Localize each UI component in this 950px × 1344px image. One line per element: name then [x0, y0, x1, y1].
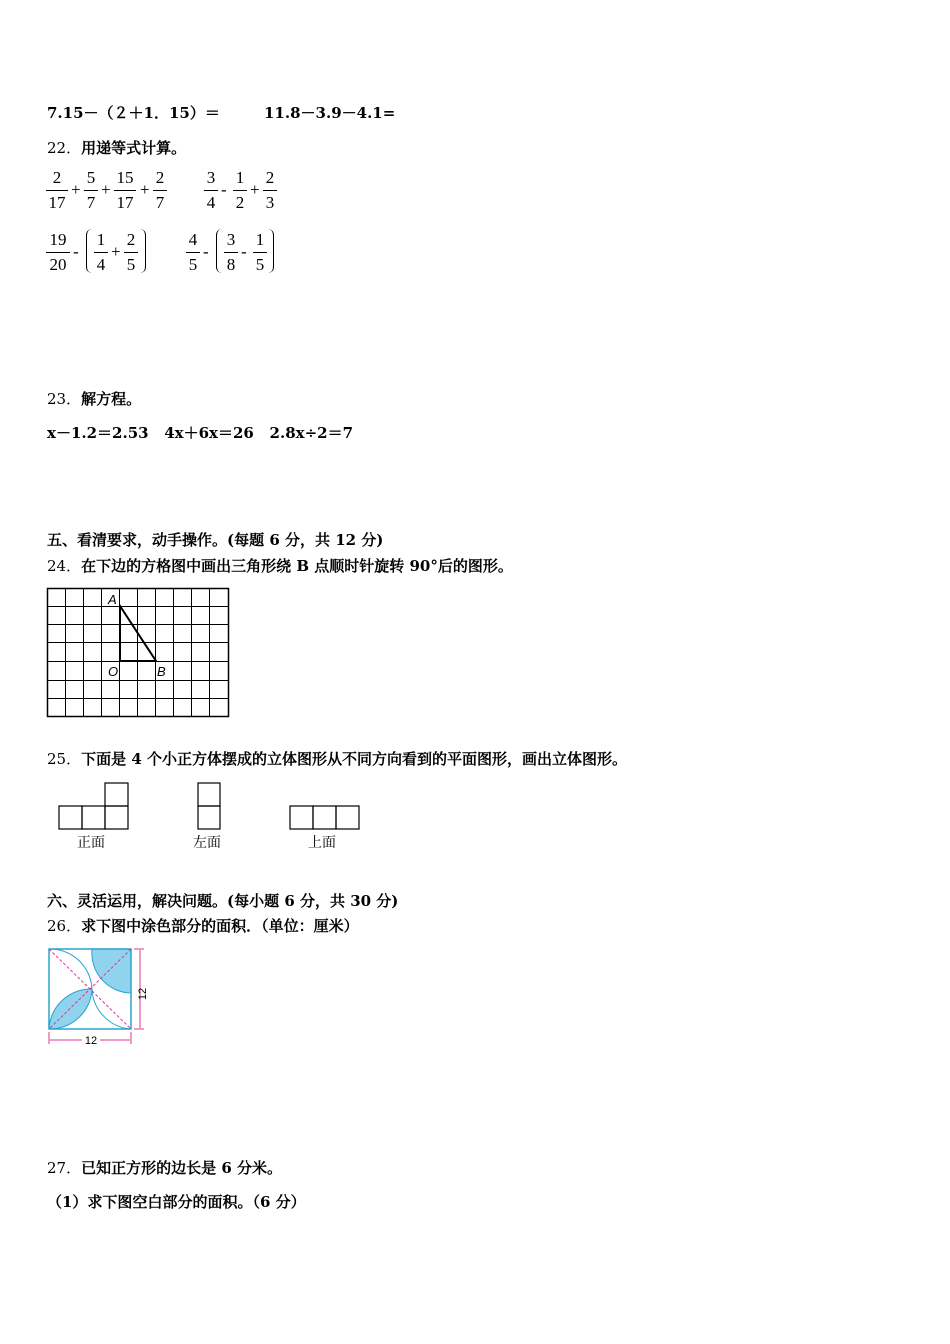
q25-text: 下面是 4 个小正方体摆成的立体图形从不同方向看到的平面图形，画出立体图形。	[81, 750, 627, 768]
fraction: 2 5	[124, 230, 138, 275]
q26-heading	[47, 915, 359, 936]
fraction: 1 2	[233, 168, 247, 213]
q22-number: 22．	[47, 139, 82, 157]
q22-heading	[47, 137, 186, 158]
q23-heading	[47, 388, 141, 409]
q26-text: 求下图中涂色部分的面积．（单位：厘米）	[81, 917, 359, 935]
fraction: 4 5	[186, 230, 200, 275]
front-view-label: 正面	[77, 834, 105, 850]
q27-part-1: （1）求下图空白部分的面积。（6 分）	[47, 1193, 306, 1211]
plus-sign: +	[111, 242, 121, 261]
left-view-cell	[198, 783, 220, 806]
point-b-label: B	[157, 664, 166, 679]
equations: x－1.2＝2.53 4x＋6x＝26 2.8x÷2＝7	[47, 424, 354, 442]
q23-text: 解方程。	[81, 390, 142, 408]
q22-text: 用递等式计算。	[81, 139, 187, 157]
fraction: 2 7	[153, 168, 167, 213]
calc-right: 11.8－3.9－4.1=	[264, 104, 396, 122]
fraction: 3 4	[204, 168, 218, 213]
q25-number: 25．	[47, 750, 82, 768]
fraction: 2 17	[46, 168, 68, 213]
top-view-label: 上面	[308, 834, 336, 850]
grid-figure	[46, 587, 232, 721]
q24-number: 24．	[47, 557, 82, 575]
three-views	[50, 778, 370, 854]
q27-number: 27．	[47, 1159, 82, 1177]
shaded-figure	[44, 944, 154, 1050]
point-a-label: A	[108, 592, 117, 607]
point-o-label: O	[108, 664, 119, 679]
plus-sign: +	[140, 180, 150, 199]
fraction: 19 20	[46, 230, 70, 275]
q26-number: 26．	[47, 917, 82, 935]
grid-lines	[48, 589, 229, 717]
plus-sign: +	[101, 180, 111, 199]
plus-sign: +	[250, 180, 260, 199]
section-6-title: 六、灵活运用，解决问题。(每小题 6 分，共 30 分)	[47, 892, 399, 910]
top-view-cell	[336, 806, 359, 829]
left-view-label: 左面	[193, 834, 221, 850]
minus-sign: -	[73, 242, 79, 261]
fraction: 3 8	[224, 230, 238, 275]
side-length-label: 12	[137, 987, 149, 1001]
calc-left: 7.15－（２＋1．15）＝	[47, 104, 220, 122]
plus-sign: +	[71, 180, 81, 199]
front-view-cell	[105, 783, 128, 806]
bottom-length-label: 12	[84, 1035, 98, 1047]
fraction: 5 7	[84, 168, 98, 213]
q27-heading	[47, 1157, 282, 1178]
q24-heading	[47, 555, 513, 576]
q23-number: 23．	[47, 390, 82, 408]
minus-sign: -	[221, 180, 227, 199]
front-view-cell	[82, 806, 105, 829]
front-view-cell	[59, 806, 82, 829]
top-view-cell	[290, 806, 313, 829]
fraction: 15 17	[114, 168, 136, 213]
front-view-cell	[105, 806, 128, 829]
section-5-title: 五、看清要求，动手操作。(每题 6 分，共 12 分)	[47, 531, 384, 549]
q27-text: 已知正方形的边长是 6 分米。	[81, 1159, 282, 1177]
q24-text: 在下边的方格图中画出三角形绕 B 点顺时针旋转 90°后的图形。	[81, 557, 513, 575]
fraction: 2 3	[263, 168, 277, 213]
minus-sign: -	[241, 242, 247, 261]
fraction: 1 4	[94, 230, 108, 275]
left-view-cell	[198, 806, 220, 829]
fraction: 1 5	[253, 230, 267, 275]
minus-sign: -	[203, 242, 209, 261]
q25-heading	[47, 748, 627, 769]
top-view-cell	[313, 806, 336, 829]
